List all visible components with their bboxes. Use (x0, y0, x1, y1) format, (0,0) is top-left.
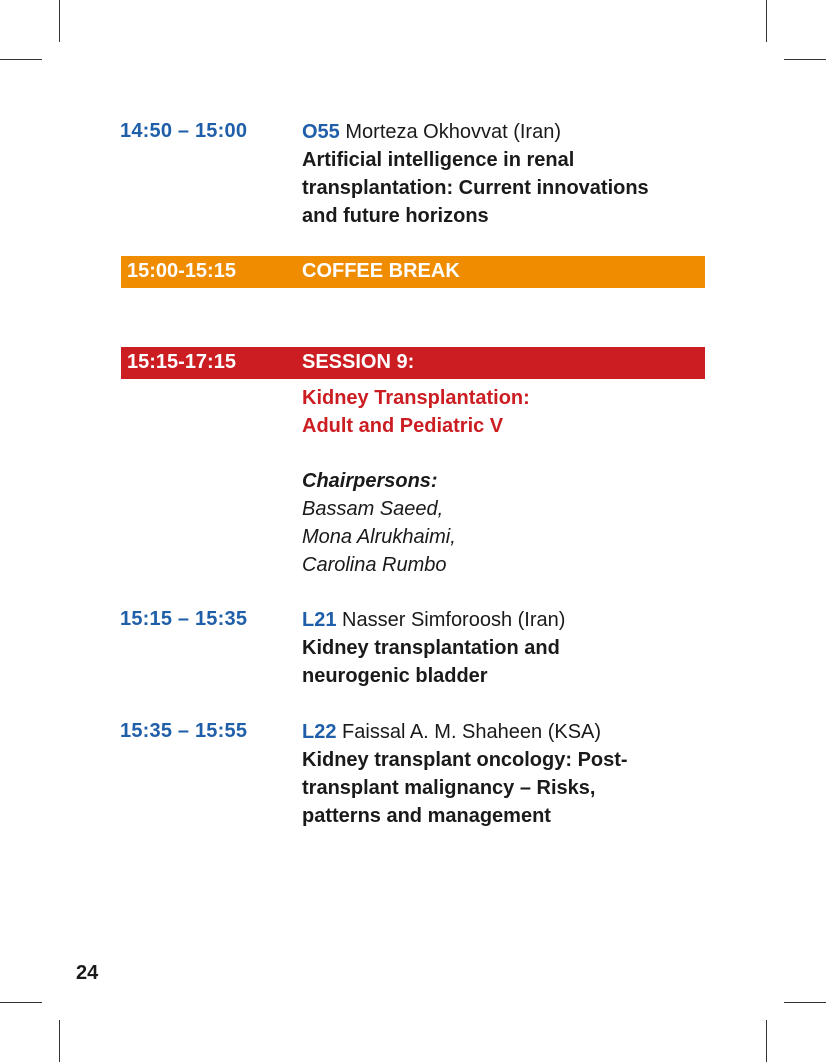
chairperson: Mona Alrukhaimi, (302, 526, 456, 548)
session-title (302, 384, 530, 440)
break-time: 15:00-15:15 (127, 260, 236, 282)
item-title-line: and future horizons (302, 205, 489, 227)
crop-mark (0, 59, 42, 60)
item-title-line: transplantation: Current innovations (302, 177, 649, 199)
page-number: 24 (76, 962, 99, 984)
program-item (302, 718, 722, 830)
chairpersons (302, 467, 456, 579)
program-item (302, 606, 722, 690)
item-code: L22 (302, 721, 337, 743)
item-time: 15:15 – 15:35 (120, 608, 248, 630)
item-title-line: Kidney transplant oncology: Post- (302, 749, 628, 771)
session-label: SESSION 9: (302, 351, 415, 373)
crop-mark (784, 59, 826, 60)
coffee-break-bar (121, 256, 705, 288)
session-bar (121, 347, 705, 379)
item-title-line: patterns and management (302, 805, 551, 827)
session-title-line: Kidney Transplantation: (302, 387, 530, 409)
item-time: 15:35 – 15:55 (120, 720, 248, 742)
chairpersons-heading: Chairpersons: (302, 470, 438, 492)
chairperson: Bassam Saeed, (302, 498, 444, 520)
chairperson: Carolina Rumbo (302, 554, 447, 576)
session-title-line: Adult and Pediatric V (302, 415, 504, 437)
crop-mark (0, 1002, 42, 1003)
item-title-line: transplant malignancy – Risks, (302, 777, 596, 799)
item-speaker: Nasser Simforoosh (Iran) (342, 609, 566, 631)
crop-mark (59, 1020, 60, 1062)
crop-mark (766, 1020, 767, 1062)
item-time: 14:50 – 15:00 (120, 120, 248, 142)
item-title-line: neurogenic bladder (302, 665, 488, 687)
item-title-line: Kidney transplantation and (302, 637, 560, 659)
break-label: COFFEE BREAK (302, 260, 460, 282)
item-title-line: Artificial intelligence in renal (302, 149, 575, 171)
item-speaker: Faissal A. M. Shaheen (KSA) (342, 721, 602, 743)
session-time: 15:15-17:15 (127, 351, 236, 373)
crop-mark (59, 0, 60, 42)
item-speaker: Morteza Okhovvat (Iran) (345, 121, 561, 143)
item-code: O55 (302, 121, 340, 143)
item-code: L21 (302, 609, 337, 631)
program-item (302, 118, 722, 230)
crop-mark (766, 0, 767, 42)
crop-mark (784, 1002, 826, 1003)
